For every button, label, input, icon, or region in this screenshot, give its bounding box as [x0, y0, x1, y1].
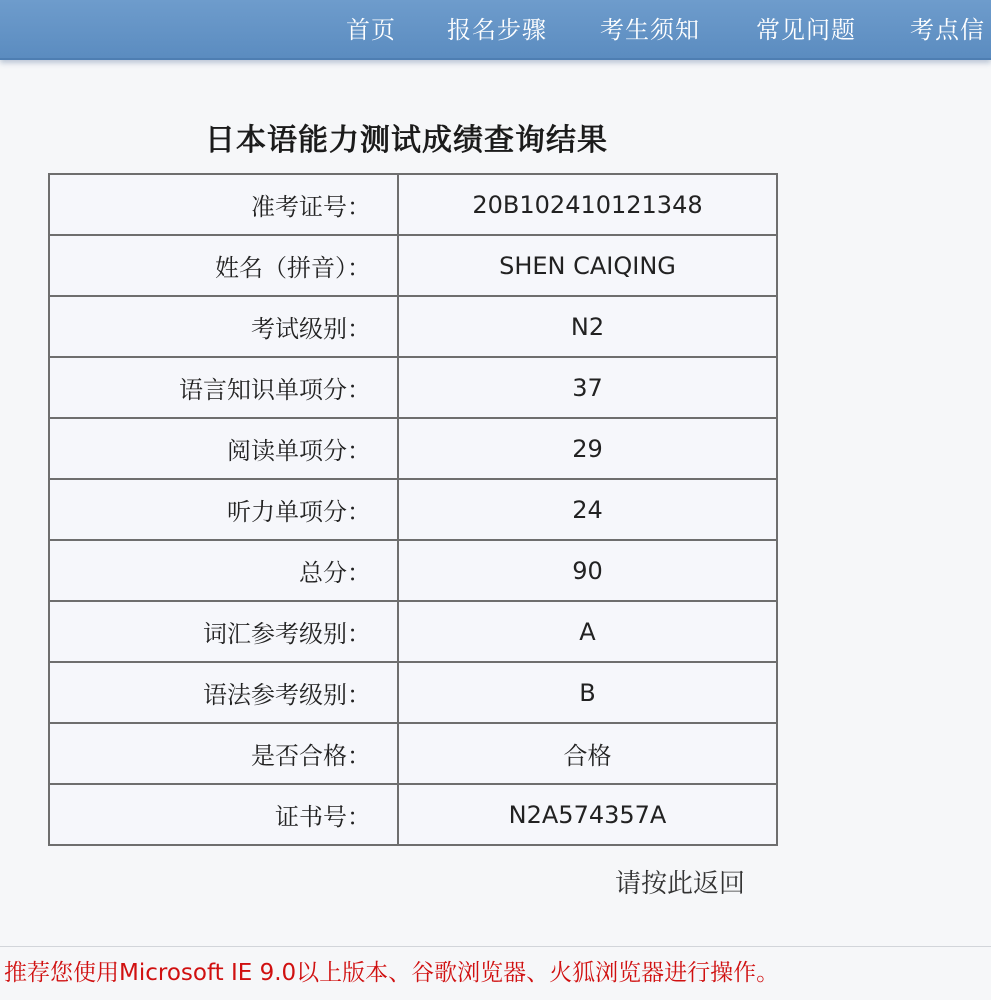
row-label: 听力单项分： — [50, 480, 399, 539]
page-title: 日本语能力测试成绩查询结果 — [205, 123, 608, 158]
nav-item-home[interactable]: 首页 — [346, 16, 396, 44]
row-label: 总分： — [50, 541, 399, 600]
table-row-total-score — [50, 541, 776, 602]
row-label: 是否合格： — [50, 724, 399, 783]
row-value: 90 — [572, 556, 603, 585]
table-row-language-knowledge-score — [50, 358, 776, 419]
row-label: 证书号： — [50, 785, 399, 844]
nav-item-test-site-info[interactable]: 考点信 — [910, 16, 985, 44]
back-link[interactable]: 请按此返回 — [615, 869, 746, 899]
row-label: 语言知识单项分： — [50, 358, 399, 417]
table-row-grammar-reference-level — [50, 663, 776, 724]
row-label: 准考证号： — [50, 175, 399, 234]
row-label: 考试级别： — [50, 297, 399, 356]
row-label: 阅读单项分： — [50, 419, 399, 478]
footer-divider — [0, 946, 991, 947]
row-value: N2 — [570, 312, 605, 341]
top-navbar — [0, 0, 991, 60]
nav-item-registration-steps[interactable]: 报名步骤 — [447, 16, 547, 44]
table-row-pass-status — [50, 724, 776, 785]
row-value: 37 — [572, 373, 603, 402]
row-value: 29 — [572, 434, 603, 463]
table-row-exam-level — [50, 297, 776, 358]
row-value: B — [579, 678, 596, 707]
row-value: 24 — [572, 495, 603, 524]
table-row-listening-score — [50, 480, 776, 541]
table-row-admission-number — [50, 175, 776, 236]
row-label: 语法参考级别： — [50, 663, 399, 722]
row-value: 20B102410121348 — [472, 190, 703, 219]
table-row-vocabulary-reference-level — [50, 602, 776, 663]
table-row-certificate-number — [50, 785, 776, 844]
row-value: 合格 — [563, 742, 612, 770]
row-value: A — [579, 617, 596, 646]
row-label: 词汇参考级别： — [50, 602, 399, 661]
browser-recommendation-note: 推荐您使用Microsoft IE 9.0以上版本、谷歌浏览器、火狐浏览器进行操作。 — [4, 960, 780, 986]
row-value: N2A574357A — [508, 800, 667, 829]
row-value: SHEN CAIQING — [499, 251, 676, 280]
nav-item-faq[interactable]: 常见问题 — [756, 16, 856, 44]
row-label: 姓名（拼音）： — [50, 236, 399, 295]
score-result-table — [48, 173, 778, 846]
table-row-reading-score — [50, 419, 776, 480]
table-row-name-pinyin — [50, 236, 776, 297]
nav-item-candidate-notice[interactable]: 考生须知 — [600, 16, 700, 44]
